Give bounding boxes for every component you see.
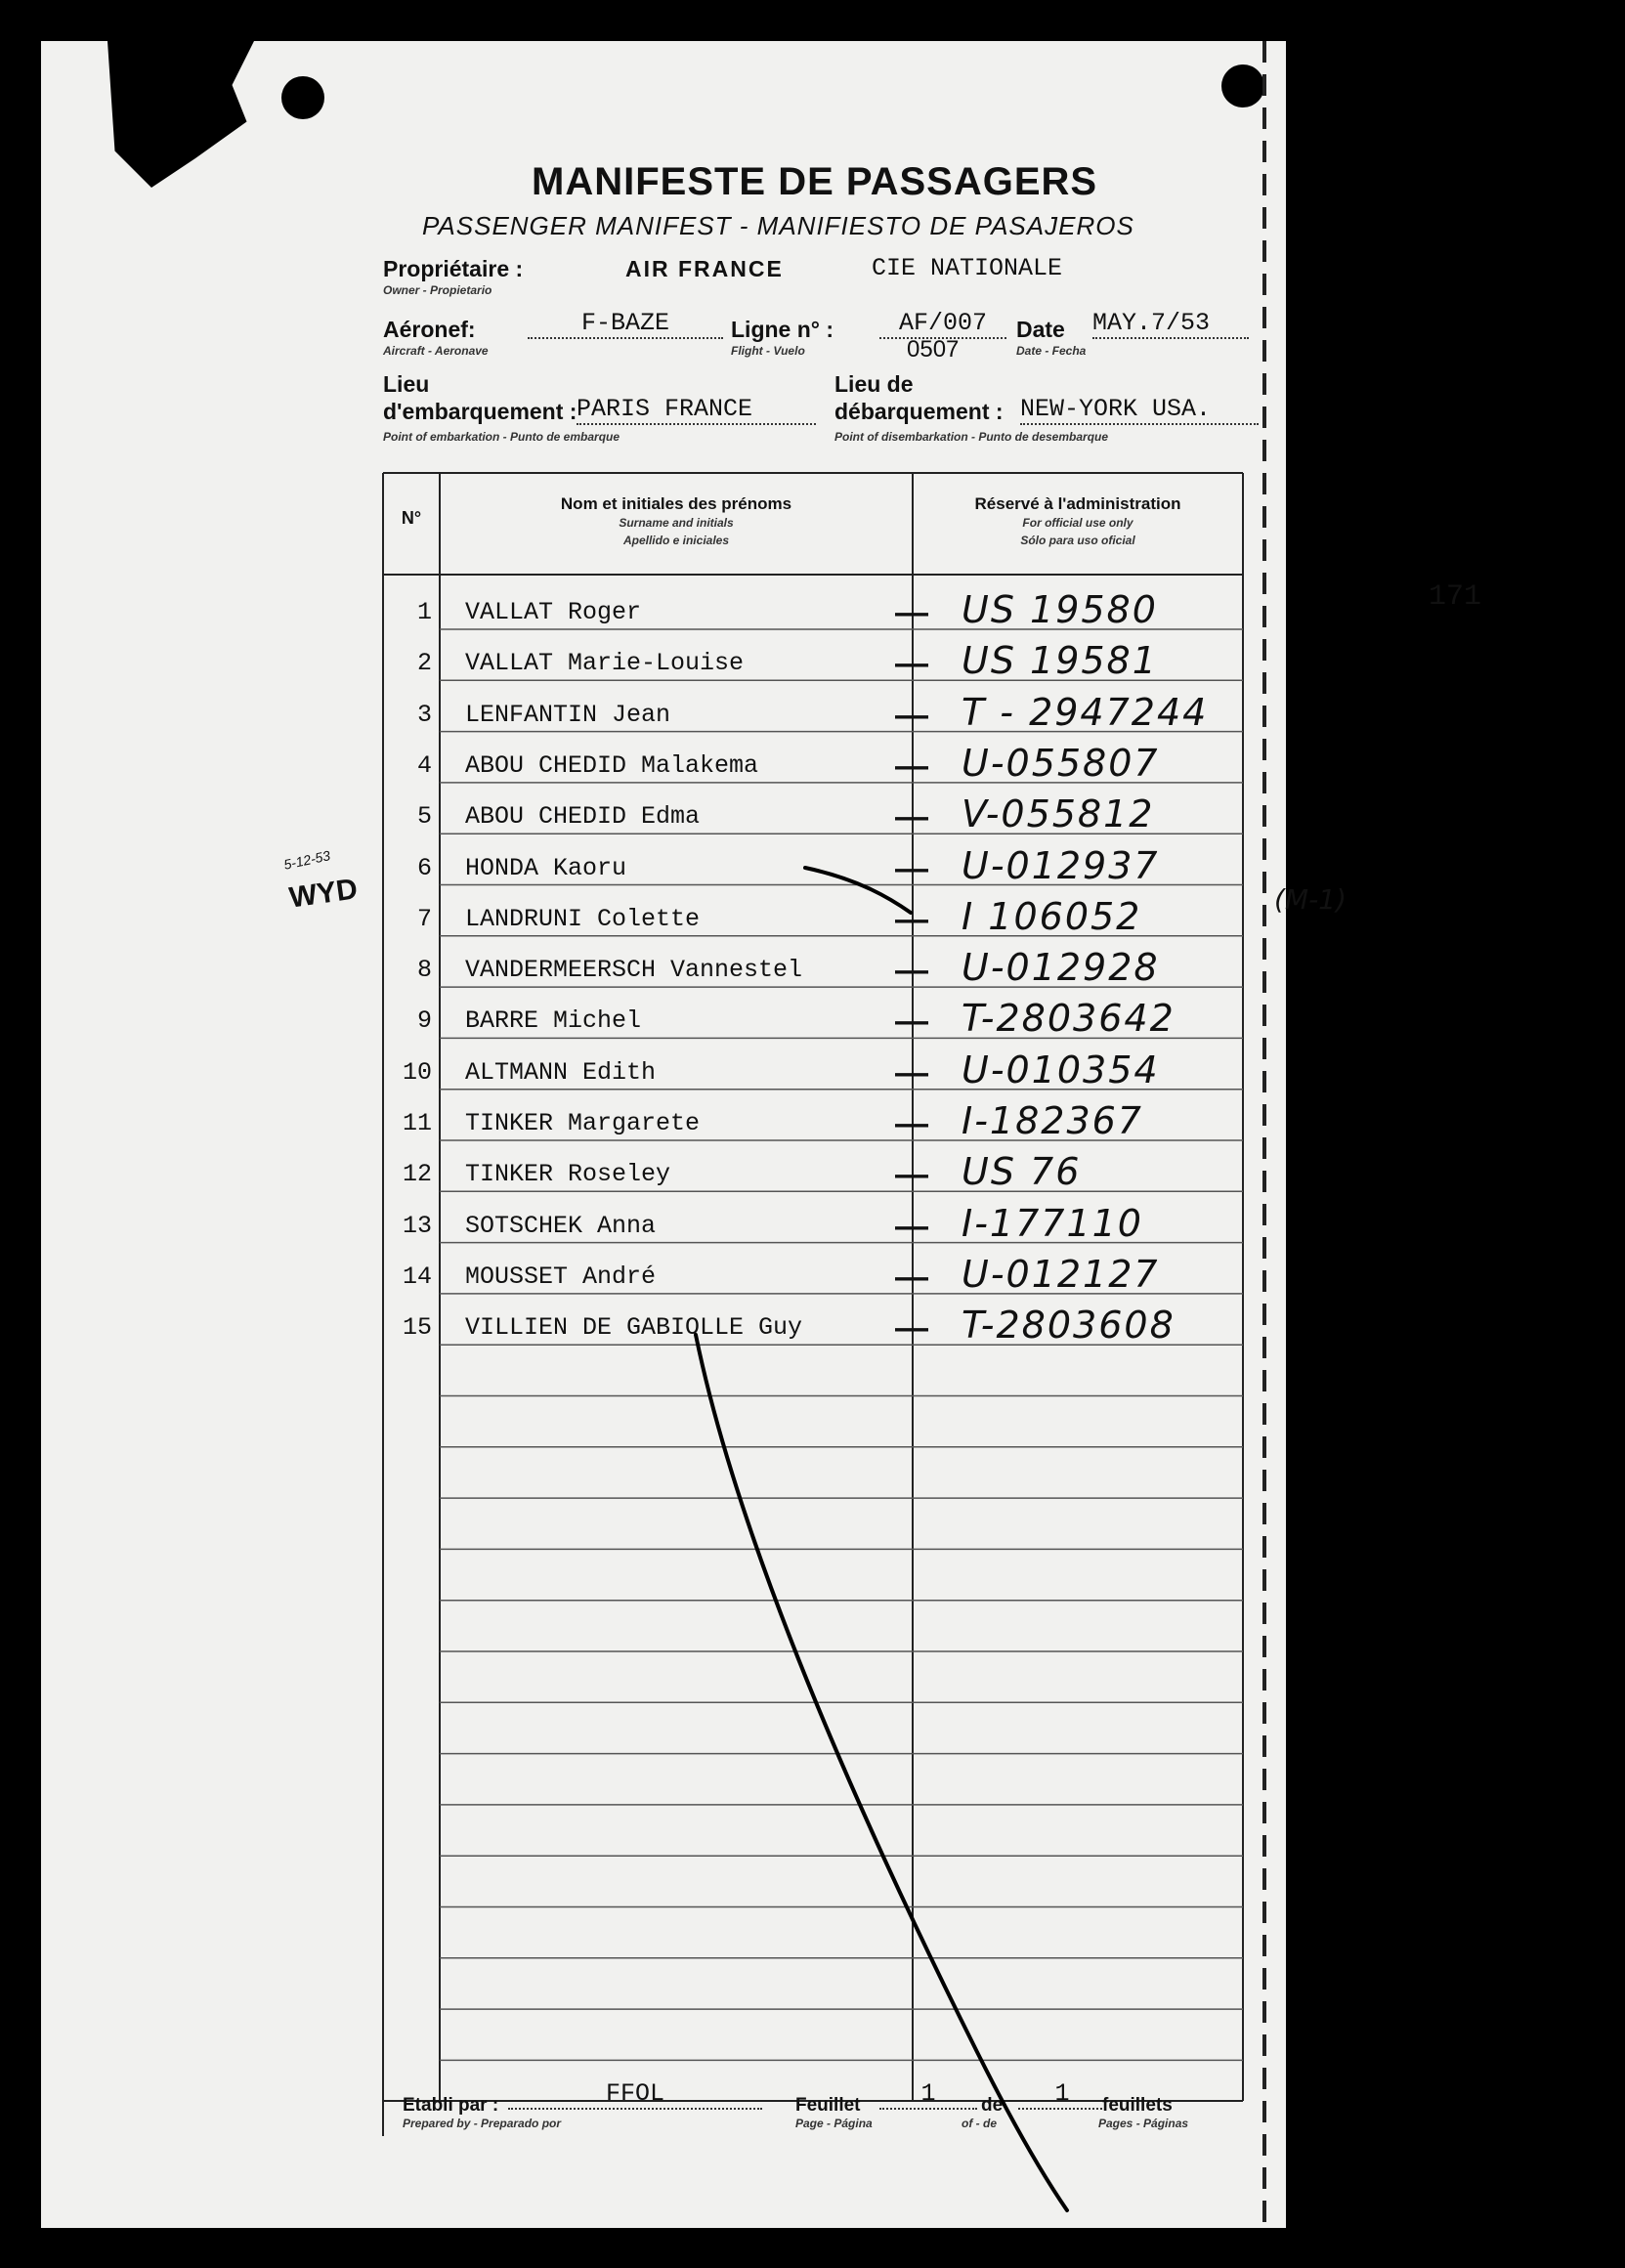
disembark-label-2: débarquement :	[834, 399, 1004, 424]
row-number: 10	[402, 1057, 432, 1087]
flight-value: AF/007	[879, 309, 1006, 339]
row-number: 14	[402, 1262, 432, 1291]
date-value: MAY.7/53	[1092, 309, 1249, 339]
owner-label: Propriétaire :	[383, 256, 524, 281]
check-mark: —	[895, 1003, 928, 1041]
sheet-label: Feuillet	[795, 2095, 861, 2116]
official-number: U-012937	[962, 843, 1160, 887]
page-number: 171	[1429, 580, 1482, 614]
flight-sublabel: Flight - Vuelo	[731, 344, 805, 358]
date-label: Date	[1016, 317, 1065, 342]
row-number: 5	[416, 802, 432, 832]
total-value: 1	[1018, 2079, 1106, 2110]
passenger-name: TINKER Margarete	[465, 1109, 701, 1137]
official-number: U-055807	[962, 741, 1160, 785]
owner-value: AIR FRANCE	[625, 256, 784, 281]
check-mark: —	[895, 1105, 928, 1142]
flight-label: Ligne n° :	[731, 317, 834, 342]
check-mark: —	[895, 1258, 928, 1296]
official-number: I-177110	[962, 1201, 1143, 1245]
row-number: 9	[416, 1006, 432, 1036]
row-number: 1	[416, 598, 432, 626]
row7-note: (M-1)	[1274, 883, 1347, 916]
official-number: V-055812	[962, 792, 1155, 836]
flight-value2: 0507	[907, 336, 960, 363]
sheet-value: 1	[879, 2079, 977, 2110]
passenger-name: LENFANTIN Jean	[465, 700, 671, 729]
col-header-name-sub2: Apellido e iniciales	[622, 534, 730, 547]
prepared-label: Etabli par :	[403, 2095, 499, 2116]
of-sublabel: of - de	[962, 2117, 997, 2130]
check-mark: —	[895, 696, 928, 734]
passenger-name: SOTSCHEK Anna	[465, 1211, 657, 1240]
col-header-admin: Réservé à l'administration	[974, 494, 1181, 513]
passenger-name: ABOU CHEDID Edma	[465, 802, 701, 832]
sheet-sublabel: Page - Página	[795, 2117, 873, 2130]
col-header-admin-sub2: Sólo para uso oficial	[1020, 534, 1135, 547]
date-sublabel: Date - Fecha	[1016, 344, 1087, 358]
passenger-name: VALLAT Marie-Louise	[465, 649, 745, 678]
check-mark: —	[895, 952, 928, 990]
official-number: T - 2947244	[962, 690, 1209, 734]
prepared-value: FFOL	[508, 2079, 762, 2110]
col-header-name-sub1: Surname and initials	[619, 516, 734, 530]
official-number: I 106052	[962, 894, 1142, 938]
check-mark: —	[895, 1053, 928, 1091]
total-label: feuillets	[1102, 2095, 1173, 2116]
check-mark: —	[895, 1156, 928, 1194]
passenger-name: HONDA Kaoru	[465, 853, 627, 882]
embark-label-1: Lieu	[383, 371, 430, 397]
col-header-name: Nom et initiales des prénoms	[560, 494, 792, 513]
official-number: U-012127	[962, 1252, 1160, 1296]
row-number: 4	[416, 750, 432, 780]
row-number: 13	[402, 1211, 432, 1240]
prepared-sublabel: Prepared by - Preparado por	[403, 2117, 562, 2130]
row-number: 11	[402, 1109, 432, 1137]
col-header-admin-sub1: For official use only	[1022, 516, 1133, 530]
of-label: de	[981, 2095, 1004, 2116]
margin-note-initials: WYD	[286, 873, 360, 915]
official-number: US 19581	[962, 639, 1158, 683]
manifest-title: MANIFESTE DE PASSAGERS	[532, 160, 1098, 203]
col-header-no: N°	[401, 508, 422, 528]
owner-sublabel: Owner - Propietario	[383, 283, 492, 297]
passenger-name: LANDRUNI Colette	[465, 904, 701, 933]
passenger-name: ALTMANN Edith	[465, 1057, 657, 1087]
aircraft-label: Aéronef:	[383, 317, 476, 342]
row-number: 3	[416, 700, 432, 729]
official-number: US 19580	[962, 588, 1158, 631]
official-number: U-010354	[962, 1048, 1160, 1091]
row-number: 8	[416, 956, 432, 985]
row-number: 2	[416, 649, 432, 678]
check-mark: —	[895, 645, 928, 683]
embark-label-2: d'embarquement :	[383, 399, 577, 424]
row-number: 7	[416, 904, 432, 933]
disembark-label-1: Lieu de	[834, 371, 914, 397]
check-mark: —	[895, 849, 928, 887]
disembark-sublabel: Point of disembarkation - Punto de desembarque	[834, 430, 1109, 444]
official-number: U-012928	[962, 946, 1160, 990]
official-number: T-2803642	[962, 997, 1176, 1041]
official-number: T-2803608	[962, 1304, 1176, 1348]
row-number: 12	[402, 1160, 432, 1189]
passenger-name: VALLAT Roger	[465, 598, 642, 626]
check-mark: —	[895, 747, 928, 785]
passenger-name: MOUSSET André	[465, 1262, 657, 1291]
check-mark: —	[895, 900, 928, 938]
row-number: 6	[416, 853, 432, 882]
passenger-name: TINKER Roseley	[465, 1160, 671, 1189]
passenger-name: VANDERMEERSCH Vannestel	[465, 956, 803, 985]
check-mark: —	[895, 798, 928, 836]
disembark-value: NEW-YORK USA.	[1020, 395, 1259, 425]
check-mark: —	[895, 1207, 928, 1245]
embark-value: PARIS FRANCE	[577, 395, 816, 425]
margin-note-date: 5-12-53	[281, 847, 332, 873]
embark-sublabel: Point of embarkation - Punto de embarque	[383, 430, 620, 444]
passenger-name: ABOU CHEDID Malakema	[465, 750, 759, 780]
owner-value2: CIE NATIONALE	[872, 254, 1063, 282]
row-number: 15	[402, 1313, 432, 1343]
passenger-name: BARRE Michel	[465, 1006, 642, 1036]
official-number: US 76	[962, 1150, 1082, 1194]
check-mark: —	[895, 1309, 928, 1348]
aircraft-value: F-BAZE	[528, 309, 723, 339]
official-number: I-182367	[962, 1099, 1143, 1142]
passenger-name: VILLIEN DE GABIOLLE Guy	[465, 1313, 803, 1343]
total-sublabel: Pages - Páginas	[1098, 2117, 1189, 2130]
check-mark: —	[895, 594, 928, 631]
aircraft-sublabel: Aircraft - Aeronave	[383, 344, 489, 358]
manifest-subtitle: PASSENGER MANIFEST - MANIFIESTO DE PASAJEROS	[422, 211, 1134, 240]
